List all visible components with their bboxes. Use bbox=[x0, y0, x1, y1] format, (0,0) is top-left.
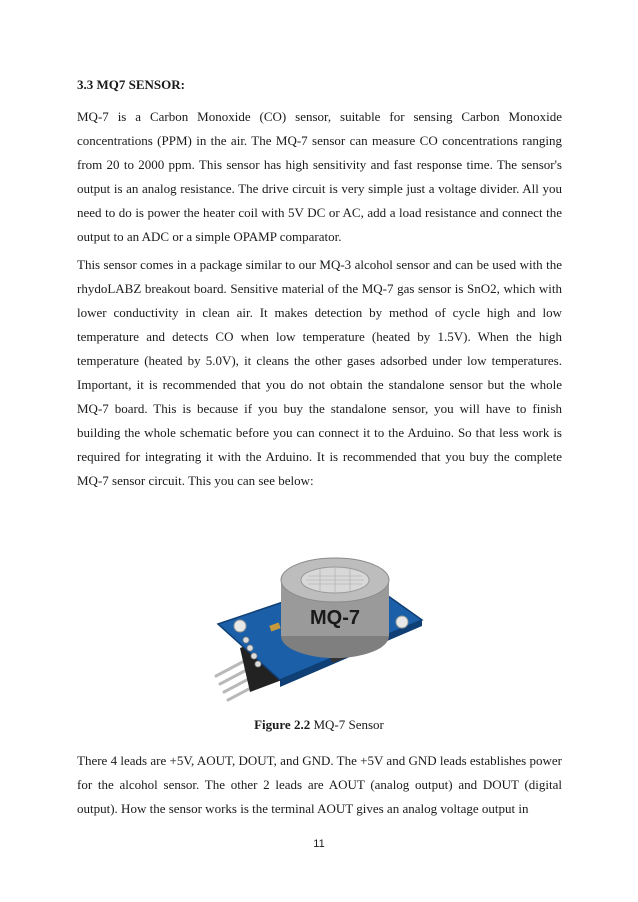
mount-hole bbox=[396, 616, 408, 628]
page-number: 11 bbox=[313, 838, 325, 850]
caption-text: MQ-7 Sensor bbox=[310, 717, 384, 732]
paragraph-package: This sensor comes in a package similar to our MQ-3 alcohol sensor and can be used with the rhydoLABZ breakout board. Sensitive material of the MQ-7 gas sensor is SnO2, which with lower conductivity in clean air. It makes detection by method of cycle high and low temperature and detects CO when low temperature (heated by 1.5V). When the high temperature (heated by 5.0V), it cleans the other gases adsorbed under low temperatures. Important, it is recommended that you do not obtain the standalone sensor but the whole MQ-7 board. This is because if you buy the standalone sensor, you will have to finish building the whole schematic before you can connect it to the Arduino. So that less work is required for integrating it with the Arduino. It is recommended that you buy the complete MQ-7 sensor circuit. This you can see below: bbox=[77, 257, 562, 488]
sensor-label: MQ-7 bbox=[310, 607, 360, 629]
mount-hole bbox=[234, 620, 246, 632]
paragraph-leads: There 4 leads are +5V, AOUT, DOUT, and GND. The +5V and GND leads establishes power for the alcohol sensor. The other 2 leads are AOUT (analog output) and DOUT (digital output). How the sensor works is the terminal AOUT gives an analog voltage output in bbox=[77, 753, 562, 816]
figure-caption bbox=[0, 717, 638, 733]
section-heading: 3.3 MQ7 SENSOR: bbox=[77, 77, 185, 92]
caption-number: Figure 2.2 bbox=[254, 717, 311, 732]
paragraph-intro: MQ-7 is a Carbon Monoxide (CO) sensor, suitable for sensing Carbon Monoxide concentrations (PPM) in the air. The MQ-7 sensor can measure CO concentrations ranging from 20 to 2000 ppm. This sensor has high sensitivity and fast response time. The sensor's output is an analog resistance. The drive circuit is very simple just a voltage divider. All you need to do is power the heater coil with 5V DC or AC, add a load resistance and connect the output to an ADC or a simple OPAMP comparator. bbox=[77, 109, 562, 244]
mq7-sensor-image bbox=[210, 540, 430, 705]
mq7-sensor-illustration bbox=[210, 540, 430, 705]
